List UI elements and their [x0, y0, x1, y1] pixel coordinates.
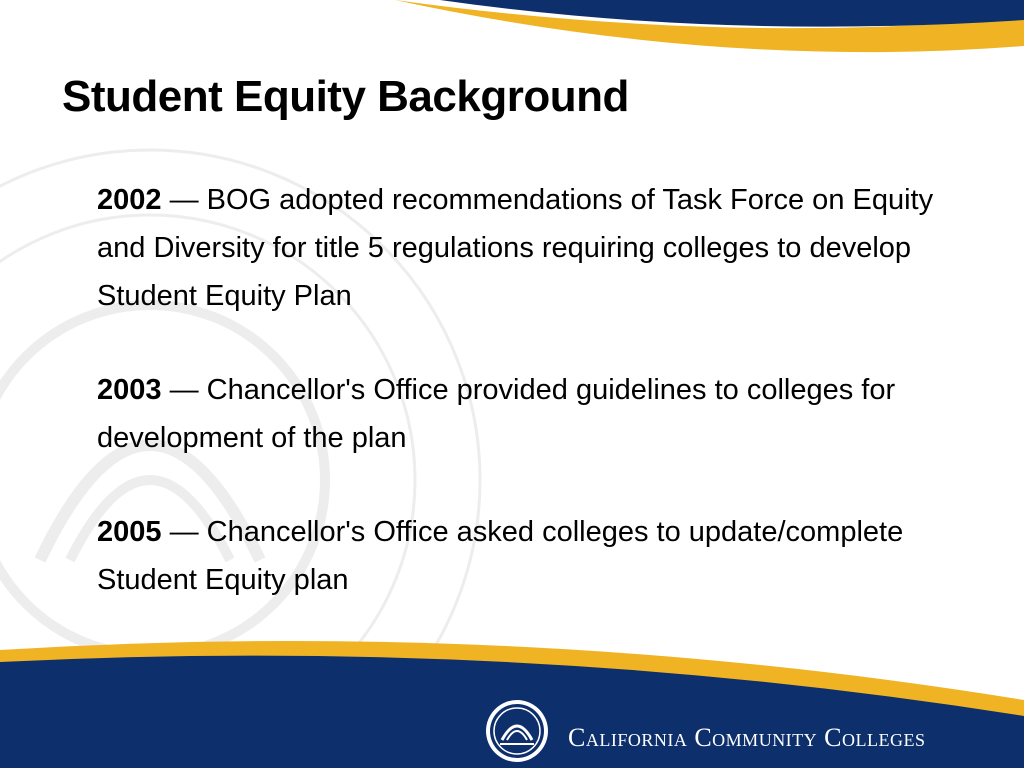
timeline-entry — [97, 366, 987, 462]
entry-separator: — — [169, 184, 199, 216]
entry-separator: — — [169, 516, 199, 548]
california-community-colleges-seal-icon — [484, 698, 550, 764]
entry-year: 2003 — [97, 374, 162, 406]
entry-year: 2005 — [97, 516, 162, 548]
footer-brand-name: California Community Colleges — [568, 723, 926, 752]
entry-separator: — — [169, 374, 199, 406]
entry-text: Chancellor's Office asked colleges to update/complete Student Equity plan — [97, 516, 904, 596]
timeline-entry — [97, 508, 987, 604]
timeline-list — [97, 176, 987, 650]
slide-title: Student Equity Background — [62, 72, 629, 121]
timeline-entry — [97, 176, 987, 320]
entry-year: 2002 — [97, 184, 162, 216]
entry-text: Chancellor's Office provided guidelines to colleges for development of the plan — [97, 374, 896, 454]
entry-text: BOG adopted recommendations of Task Force on Equity and Diversity for title 5 regulations requiring colleges to develop Student Equity Plan — [97, 184, 934, 312]
